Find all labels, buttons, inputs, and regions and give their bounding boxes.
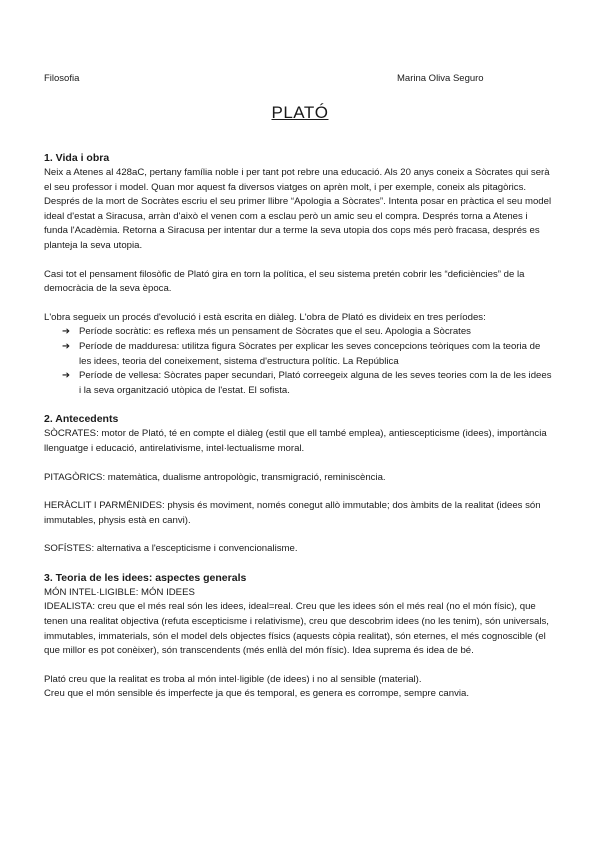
periods-list xyxy=(44,325,554,398)
section-heading-teoria: 3. Teoria de les idees: aspectes generals xyxy=(44,571,247,584)
document-body xyxy=(44,151,554,702)
page-title: PLATÓ xyxy=(271,103,329,122)
vida-paragraph-1: Neix a Atenes al 428aC, pertany família noble i per tant pot rebre una educació. Als 20 anys coneix a Sòcrates qui serà el seu professor i model. Quan mor aquest fa diversos viatges on aprèn molt, i per exemple, coneix als pitagòrics. Després de la mort de Socràtes escriu el seu primer llibre “Apologia a Sòcrates”. Intenta posar en pràctica el seu model ideal d'estat a Siracusa, arràn d'això el venen com a esclau però un amic seu el compra. Després torna a Atenes i funda l'Acadèmia. Retorna a Siracusa per intentar dur a terme la seva utopia dos cops més però fracasa, després es planteja la seva utopia. xyxy=(44,167,552,251)
period-text: Període socràtic: es reflexa més un pensament de Sòcrates que el seu. Apologia a Sòcrates xyxy=(79,326,471,338)
period-text: Període de vellesa: Sòcrates paper secundari, Plató correegeix alguna de les seves teories com la de les idees i la seva organització utòpica de l'estat. El sofista. xyxy=(79,370,552,396)
vida-paragraph-3: L'obra segueix un procés d'evolució i està escrita en diàleg. L'obra de Plató es divideix en tres períodes: xyxy=(44,311,486,323)
antecedent-sofistes: SOFÍSTES: alternativa a l'escepticisme i convencionalisme. xyxy=(44,543,298,555)
antecedent-heraclit-parmenides: HERÀCLIT I PARMÈNIDES: physis és moviment, només conegut allò immutable; dos àmbits de la realitat (idees són immutables, physis està en canvi). xyxy=(44,500,541,526)
antecedent-socrates: SÒCRATES: motor de Plató, té en compte el diàleg (estil que ell també emplea), antiescepticisme (idees), importància llenguatge i educació, antirelativisme, intel·lectualisme moral. xyxy=(44,428,547,454)
list-item xyxy=(62,340,554,369)
header-author: Marina Oliva Seguro xyxy=(397,73,484,84)
list-item xyxy=(62,369,554,398)
antecedent-pitagorics: PITAGÒRICS: matemàtica, dualisme antropològic, transmigració, reminiscència. xyxy=(44,471,386,483)
list-item xyxy=(62,325,554,340)
header-subject: Filosofia xyxy=(44,73,80,84)
arrow-right-icon: ➔ xyxy=(62,370,71,382)
arrow-right-icon: ➔ xyxy=(62,340,71,352)
teoria-paragraph-1: IDEALISTA: creu que el més real són les idees, ideal=real. Creu que les idees són el més real (no el món físic), que tenen una realitat objectiva (refuta escepticisme i relativisme), creu que descobrim idees (no les tenim), són universals, immutables, immaterials, són el model dels objectes físics (aquests còpia realitat), són eternes, el més cognoscible (el que millor es pot conèixer), són transcendents (més enllà del món físic). Idea suprema és idea de bé. xyxy=(44,601,549,657)
arrow-right-icon: ➔ xyxy=(62,326,71,338)
period-text: Període de madduresa: utilitza figura Sòcrates per explicar les seves concepcions teòriques com la teoria de les idees, teoria del coneixement, sistema d'estructura polític. La República xyxy=(79,340,541,367)
teoria-paragraph-2: Plató creu que la realitat es troba al món intel·ligible (de idees) i no al sensible (material). xyxy=(44,673,422,685)
teoria-paragraph-3: Creu que el món sensible és imperfecte ja que és temporal, es genera es corrompe, sempre canvia. xyxy=(44,688,470,700)
teoria-subheading: MÓN INTEL·LIGIBLE: MÓN IDEES xyxy=(44,586,195,598)
section-heading-antecedents: 2. Antecedents xyxy=(44,413,119,426)
vida-paragraph-2: Casi tot el pensament filosòfic de Plató gira en torn la política, el seu sistema pretén cobrir les “deficiències” de la democràcia de la seva època. xyxy=(44,268,525,295)
section-heading-vida: 1. Vida i obra xyxy=(44,152,110,164)
